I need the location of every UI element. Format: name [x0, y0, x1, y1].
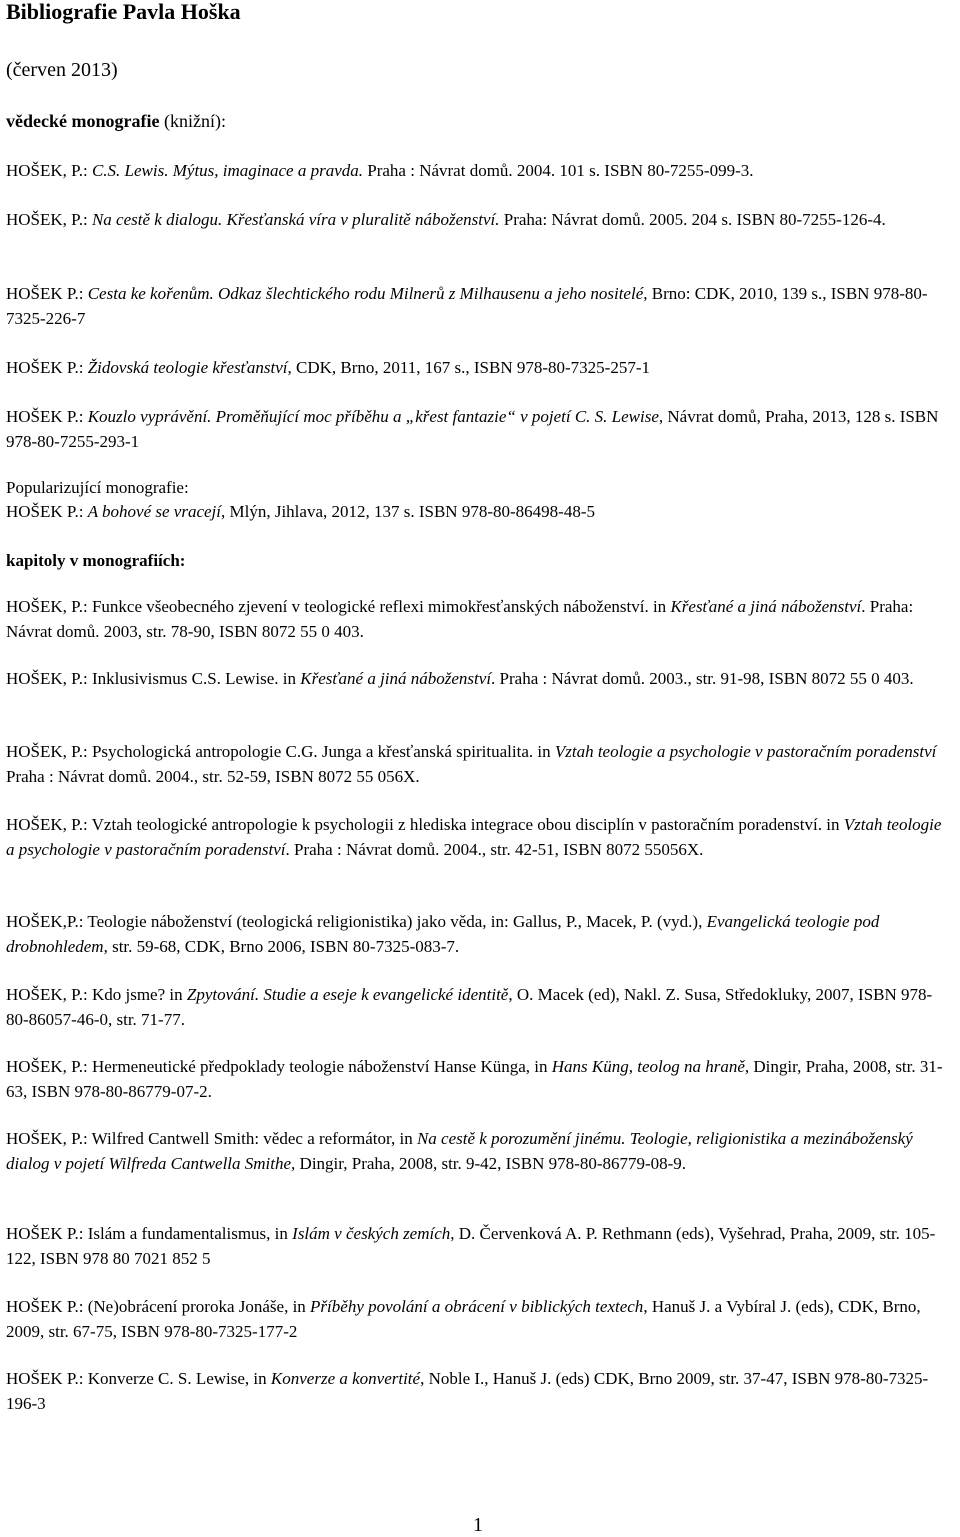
entry-title: Konverze a konvertité — [270, 1369, 421, 1388]
entry-title: Vztah teologie a psychologie v pastoračním poradenství — [554, 742, 937, 761]
section-heading-chapters: kapitoly v monografiích: — [6, 551, 186, 570]
bibliography-entry — [6, 281, 946, 331]
entry-title: Hans Küng, teolog na hraně — [551, 1057, 745, 1076]
chapter-entry — [6, 1366, 946, 1416]
entry-title: Cesta ke kořenům. Odkaz šlechtického rodu Milnerů z Milhausenu a jeho nositelé — [87, 284, 644, 303]
entry-author: HOŠEK, P.: — [6, 210, 92, 229]
entry-author: HOŠEK P.: Islám a fundamentalismus, in — [6, 1224, 293, 1243]
entry-details: , Dingir, Praha, 2008, str. 31-63, ISBN 978-80-86779-07-2. — [6, 1057, 943, 1101]
entry-title: Zpytování. Studie a eseje k evangelické identitě — [186, 985, 509, 1004]
entry-author: HOŠEK, P.: Funkce všeobecného zjevení v teologické reflexi mimokřesťanských náboženství. in — [6, 597, 671, 616]
chapter-entry — [6, 666, 946, 691]
entry-details: . Praha : Návrat domů. 2004., str. 42-51, ISBN 8072 55056X. — [285, 840, 704, 859]
entry-author: HOŠEK, P.: Wilfred Cantwell Smith: vědec a reformátor, in — [6, 1129, 417, 1148]
entry-title: C.S. Lewis. Mýtus, imaginace a pravda. — [91, 161, 364, 180]
section-heading-scholarly — [6, 109, 226, 134]
entry-title: Islám v českých zemích — [292, 1224, 451, 1243]
entry-author: HOŠEK, P.: Kdo jsme? in — [6, 985, 187, 1004]
chapter-entry — [6, 594, 946, 644]
entry-author: HOŠEK, P.: — [6, 161, 92, 180]
chapter-entry — [6, 1126, 946, 1176]
entry-author: HOŠEK P.: (Ne)obrácení proroka Jonáše, in — [6, 1297, 311, 1316]
entry-title: Evangelická teologie pod drobnohledem — [6, 912, 880, 956]
entry-author: HOŠEK, P.: Hermeneutické předpoklady teologie náboženství Hanse Künga, in — [6, 1057, 552, 1076]
entry-author: HOŠEK P.: — [6, 407, 88, 426]
entry-title: Na cestě k dialogu. Křesťanská víra v pluralitě náboženství. — [91, 210, 500, 229]
chapter-entry — [6, 1221, 946, 1271]
entry-author: HOŠEK, P.: Psychologická antropologie C.G. Junga a křesťanská spiritualita. in — [6, 742, 555, 761]
bibliography-entry — [6, 207, 946, 232]
chapter-entry — [6, 1294, 946, 1344]
entry-title: Křesťané a jiná náboženství — [670, 597, 862, 616]
entry-details: , Noble I., Hanuš J. (eds) CDK, Brno 2009, str. 37-47, ISBN 978-80-7325-196-3 — [6, 1369, 929, 1413]
bibliography-entry — [6, 158, 946, 183]
entry-title: Příběhy povolání a obrácení v biblických textech — [310, 1297, 644, 1316]
entry-author: HOŠEK,P.: Teologie náboženství (teologická religionistika) jako věda, in: Gallus, P., Macek, P. (vyd.), — [6, 912, 707, 931]
chapter-entry — [6, 1054, 946, 1104]
entry-details: , str. 59-68, CDK, Brno 2006, ISBN 80-7325-083-7. — [103, 937, 460, 956]
section-heading-scholarly-tail: (knižní): — [159, 111, 226, 131]
entry-author: HOŠEK P.: — [6, 358, 88, 377]
bibliography-entry — [6, 355, 946, 380]
entry-author: HOŠEK P.: — [6, 284, 88, 303]
entry-author: HOŠEK, P.: Vztah teologické antropologie k psychologii z hlediska integrace obou disciplín v pastoračním poradenství. in — [6, 815, 844, 834]
entry-details: Praha : Návrat domů. 2004. 101 s. ISBN 80-7255-099-3. — [363, 161, 754, 180]
entry-details: , Brno: CDK, 2010, 139 s., ISBN 978-80-7325-226-7 — [6, 284, 928, 328]
chapter-entry — [6, 909, 946, 959]
entry-author: HOŠEK P.: Konverze C. S. Lewise, in — [6, 1369, 271, 1388]
section-heading-scholarly-bold: vědecké monografie — [6, 111, 160, 131]
entry-author: HOŠEK, P.: Inklusivismus C.S. Lewise. in — [6, 669, 301, 688]
entry-details: Praha : Návrat domů. 2004., str. 52-59, ISBN 8072 55 056X. — [6, 767, 420, 786]
page-number: 1 — [473, 1514, 483, 1536]
chapter-entry — [6, 739, 946, 789]
document-title: Bibliografie Pavla Hoška — [6, 0, 241, 24]
entry-title: Vztah teologie a psychologie v pastoračním poradenství — [6, 815, 942, 859]
entry-title: A bohové se vracejí — [87, 502, 221, 521]
entry-title: Židovská teologie křesťanství — [87, 358, 288, 377]
bibliography-entry — [6, 499, 946, 524]
document-date: (červen 2013) — [6, 59, 118, 81]
entry-details: , Hanuš J. a Vybíral J. (eds), CDK, Brno, 2009, str. 67-75, ISBN 978-80-7325-177-2 — [6, 1297, 921, 1341]
entry-title: Křesťané a jiná náboženství — [300, 669, 492, 688]
entry-details: , Mlýn, Jihlava, 2012, 137 s. ISBN 978-80-86498-48-5 — [221, 502, 595, 521]
entry-details: , O. Macek (ed), Nakl. Z. Susa, Středokluky, 2007, ISBN 978-80-86057-46-0, str. 71-77. — [6, 985, 933, 1029]
bibliography-entry — [6, 404, 946, 454]
entry-details: , Návrat domů, Praha, 2013, 128 s. ISBN 978-80-7255-293-1 — [6, 407, 939, 451]
entry-details: , D. Červenková A. P. Rethmann (eds), Vyšehrad, Praha, 2009, str. 105-122, ISBN 978 80 7021 852 5 — [6, 1224, 936, 1268]
entry-details: Praha: Návrat domů. 2005. 204 s. ISBN 80-7255-126-4. — [499, 210, 886, 229]
entry-details: . Praha : Návrat domů. 2003., str. 91-98, ISBN 8072 55 0 403. — [491, 669, 914, 688]
section-heading-popular: Popularizující monografie: — [6, 478, 189, 497]
entry-title: Na cestě k porozumění jinému. Teologie, religionistika a mezináboženský dialog v pojetí Wilfreda Cantwella Smithe — [6, 1129, 913, 1173]
entry-details: , CDK, Brno, 2011, 167 s., ISBN 978-80-7325-257-1 — [287, 358, 650, 377]
entry-details: . Praha: Návrat domů. 2003, str. 78-90, ISBN 8072 55 0 403. — [6, 597, 914, 641]
chapter-entry — [6, 812, 946, 862]
entry-details: , Dingir, Praha, 2008, str. 9-42, ISBN 978-80-86779-08-9. — [291, 1154, 687, 1173]
entry-title: Kouzlo vyprávění. Proměňující moc příběhu a „křest fantazie“ v pojetí C. S. Lewise — [87, 407, 659, 426]
chapter-entry — [6, 982, 946, 1032]
entry-author: HOŠEK P.: — [6, 502, 88, 521]
